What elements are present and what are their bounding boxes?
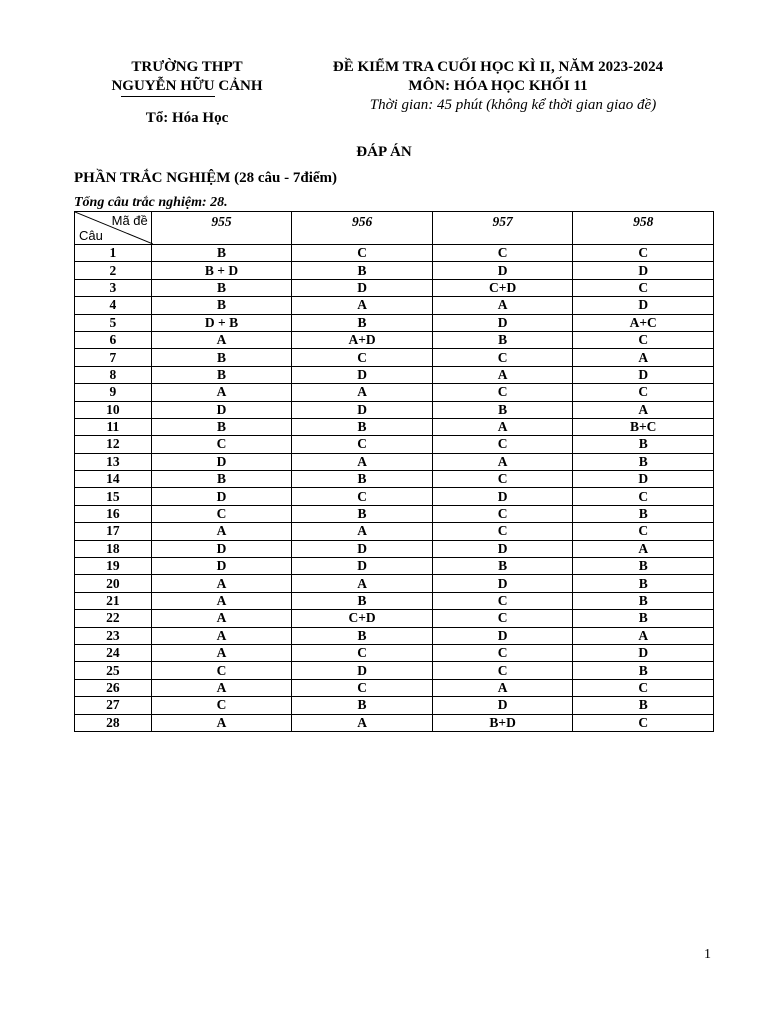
table-row — [75, 279, 714, 296]
answer-cell: A — [573, 540, 714, 557]
school-line-1: TRƯỜNG THPT — [131, 59, 243, 75]
answer-cell: C — [292, 245, 433, 262]
answer-cell: B — [573, 575, 714, 592]
answer-cell: A — [292, 575, 433, 592]
question-number-cell: 21 — [75, 592, 152, 609]
answer-cell: A — [292, 714, 433, 731]
answer-cell: D — [151, 401, 292, 418]
table-row — [75, 714, 714, 731]
table-row — [75, 453, 714, 470]
table-row — [75, 488, 714, 505]
answer-cell: A — [432, 453, 573, 470]
answer-cell: A — [432, 366, 573, 383]
answer-cell: D — [151, 540, 292, 557]
answer-cell: B — [292, 592, 433, 609]
question-number-cell: 26 — [75, 679, 152, 696]
answer-cell: C — [573, 331, 714, 348]
table-row — [75, 505, 714, 522]
column-header-code: 957 — [432, 212, 573, 245]
answer-cell: C — [151, 697, 292, 714]
answer-cell: B — [573, 453, 714, 470]
table-row — [75, 436, 714, 453]
question-number-cell: 4 — [75, 297, 152, 314]
question-number-cell: 25 — [75, 662, 152, 679]
table-row — [75, 262, 714, 279]
answer-cell: B — [151, 366, 292, 383]
table-row — [75, 523, 714, 540]
answer-cell: A — [432, 297, 573, 314]
question-number-cell: 19 — [75, 558, 152, 575]
table-row — [75, 384, 714, 401]
answer-cell: A — [292, 297, 433, 314]
answer-cell: C — [292, 349, 433, 366]
school-name — [82, 58, 292, 96]
answer-cell: D — [151, 488, 292, 505]
section-title: PHẦN TRẮC NGHIỆM (28 câu - 7điểm) — [74, 170, 338, 186]
answer-cell: B — [292, 697, 433, 714]
answer-cell: C+D — [432, 279, 573, 296]
answer-cell: C — [432, 245, 573, 262]
answer-cell: B — [573, 505, 714, 522]
answer-cell: A — [573, 401, 714, 418]
answer-cell: C — [432, 505, 573, 522]
answer-key-title: ĐÁP ÁN — [356, 144, 412, 160]
answer-cell: D — [292, 540, 433, 557]
question-number-cell: 28 — [75, 714, 152, 731]
question-number-cell: 15 — [75, 488, 152, 505]
table-corner-cell — [75, 212, 152, 245]
answer-cell: B — [573, 436, 714, 453]
corner-label-code: Mã đề — [111, 213, 148, 228]
question-number-cell: 8 — [75, 366, 152, 383]
answer-cell: C+D — [292, 610, 433, 627]
total-questions-note: Tổng câu trắc nghiệm: 28. — [74, 195, 228, 210]
answer-cell: B — [573, 592, 714, 609]
question-number-cell: 12 — [75, 436, 152, 453]
answer-cell: C — [432, 523, 573, 540]
question-number-cell: 2 — [75, 262, 152, 279]
answer-table-body — [75, 245, 714, 732]
answer-cell: C — [573, 384, 714, 401]
table-row — [75, 662, 714, 679]
table-row — [75, 697, 714, 714]
answer-cell: C — [432, 592, 573, 609]
answer-cell: C — [151, 436, 292, 453]
answer-cell: B — [432, 331, 573, 348]
answer-cell: A — [292, 384, 433, 401]
question-number-cell: 14 — [75, 471, 152, 488]
answer-cell: A — [573, 349, 714, 366]
question-number-cell: 24 — [75, 644, 152, 661]
answer-cell: D — [432, 314, 573, 331]
answer-cell: A — [292, 523, 433, 540]
answer-cell: A — [151, 592, 292, 609]
answer-cell: B — [292, 627, 433, 644]
table-row — [75, 610, 714, 627]
answer-cell: A — [432, 679, 573, 696]
question-number-cell: 6 — [75, 331, 152, 348]
table-row — [75, 627, 714, 644]
answer-cell: D — [432, 697, 573, 714]
column-header-code: 956 — [292, 212, 433, 245]
table-row — [75, 366, 714, 383]
answer-cell: B — [151, 279, 292, 296]
answer-cell: C — [432, 662, 573, 679]
question-number-cell: 18 — [75, 540, 152, 557]
answer-cell: A — [432, 418, 573, 435]
answer-cell: C — [292, 679, 433, 696]
table-row — [75, 644, 714, 661]
question-number-cell: 13 — [75, 453, 152, 470]
answer-cell: C — [432, 471, 573, 488]
answer-cell: B — [573, 662, 714, 679]
answer-cell: C — [151, 505, 292, 522]
answer-cell: B — [292, 505, 433, 522]
answer-cell: D + B — [151, 314, 292, 331]
question-number-cell: 16 — [75, 505, 152, 522]
answer-table — [74, 211, 714, 732]
question-number-cell: 7 — [75, 349, 152, 366]
answer-cell: A+D — [292, 331, 433, 348]
table-row — [75, 471, 714, 488]
answer-cell: B — [151, 297, 292, 314]
question-number-cell: 22 — [75, 610, 152, 627]
answer-cell: D — [432, 488, 573, 505]
question-number-cell: 3 — [75, 279, 152, 296]
question-number-cell: 27 — [75, 697, 152, 714]
answer-cell: A — [151, 331, 292, 348]
answer-cell: C — [432, 610, 573, 627]
answer-cell: C — [292, 644, 433, 661]
table-row — [75, 679, 714, 696]
exam-time: Thời gian: 45 phút (không kể thời gian giao đề) — [369, 97, 657, 113]
answer-cell: D — [432, 262, 573, 279]
answer-cell: A — [151, 679, 292, 696]
question-number-cell: 23 — [75, 627, 152, 644]
answer-cell: A — [151, 523, 292, 540]
answer-cell: B — [151, 245, 292, 262]
table-row — [75, 592, 714, 609]
answer-cell: B — [292, 262, 433, 279]
answer-cell: B — [292, 471, 433, 488]
table-row — [75, 331, 714, 348]
answer-cell: C — [432, 384, 573, 401]
answer-cell: C — [292, 488, 433, 505]
question-number-cell: 10 — [75, 401, 152, 418]
answer-cell: D — [432, 627, 573, 644]
answer-cell: B — [432, 558, 573, 575]
question-number-cell: 11 — [75, 418, 152, 435]
table-row — [75, 297, 714, 314]
answer-cell: A+C — [573, 314, 714, 331]
answer-cell: C — [573, 679, 714, 696]
answer-cell: C — [151, 662, 292, 679]
answer-cell: D — [292, 401, 433, 418]
answer-cell: B — [292, 314, 433, 331]
answer-cell: B — [151, 471, 292, 488]
answer-cell: A — [151, 384, 292, 401]
answer-cell: A — [292, 453, 433, 470]
answer-cell: D — [292, 662, 433, 679]
answer-cell: B — [151, 349, 292, 366]
answer-cell: A — [151, 714, 292, 731]
page-number: 1 — [704, 947, 711, 962]
answer-cell: C — [573, 523, 714, 540]
table-row — [75, 245, 714, 262]
question-number-cell: 17 — [75, 523, 152, 540]
answer-cell: C — [573, 714, 714, 731]
school-underline — [121, 96, 215, 97]
answer-cell: B — [573, 697, 714, 714]
answer-cell: D — [292, 279, 433, 296]
department: Tổ: Hóa Học — [145, 110, 229, 126]
answer-cell: D — [292, 558, 433, 575]
answer-cell: B + D — [151, 262, 292, 279]
column-header-code: 958 — [573, 212, 714, 245]
table-row — [75, 575, 714, 592]
corner-label-question: Câu — [79, 228, 103, 243]
answer-cell: D — [151, 558, 292, 575]
answer-cell: D — [573, 644, 714, 661]
answer-cell: D — [151, 453, 292, 470]
question-number-cell: 1 — [75, 245, 152, 262]
question-number-cell: 5 — [75, 314, 152, 331]
exam-info — [310, 58, 686, 115]
answer-cell: A — [151, 610, 292, 627]
answer-cell: C — [292, 436, 433, 453]
answer-cell: A — [151, 644, 292, 661]
answer-cell: B+C — [573, 418, 714, 435]
table-row — [75, 314, 714, 331]
answer-cell: D — [573, 297, 714, 314]
answer-cell: D — [573, 366, 714, 383]
table-header-row — [75, 212, 714, 245]
table-row — [75, 558, 714, 575]
answer-cell: C — [573, 245, 714, 262]
answer-cell: D — [432, 575, 573, 592]
answer-cell: A — [151, 627, 292, 644]
exam-subject: MÔN: HÓA HỌC KHỐI 11 — [408, 78, 588, 94]
table-row — [75, 540, 714, 557]
school-line-2: NGUYỄN HỮU CẢNH — [111, 78, 263, 94]
answer-cell: D — [573, 262, 714, 279]
answer-cell: B+D — [432, 714, 573, 731]
table-row — [75, 418, 714, 435]
question-number-cell: 9 — [75, 384, 152, 401]
answer-cell: D — [573, 471, 714, 488]
answer-cell: C — [573, 279, 714, 296]
answer-cell: C — [573, 488, 714, 505]
exam-title: ĐỀ KIỂM TRA CUỐI HỌC KÌ II, NĂM 2023-2024 — [332, 59, 664, 75]
answer-cell: B — [573, 558, 714, 575]
answer-cell: D — [432, 540, 573, 557]
answer-cell: D — [292, 366, 433, 383]
answer-cell: C — [432, 436, 573, 453]
answer-cell: C — [432, 644, 573, 661]
answer-cell: A — [573, 627, 714, 644]
answer-cell: B — [432, 401, 573, 418]
answer-cell: B — [292, 418, 433, 435]
answer-cell: A — [151, 575, 292, 592]
answer-cell: B — [573, 610, 714, 627]
answer-cell: C — [432, 349, 573, 366]
table-row — [75, 349, 714, 366]
column-header-code: 955 — [151, 212, 292, 245]
answer-cell: B — [151, 418, 292, 435]
question-number-cell: 20 — [75, 575, 152, 592]
table-row — [75, 401, 714, 418]
